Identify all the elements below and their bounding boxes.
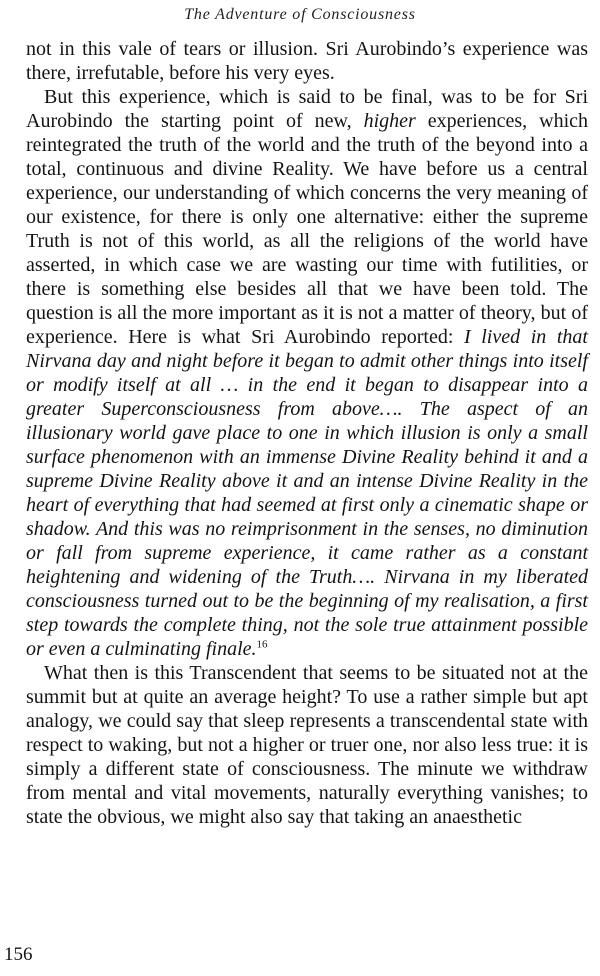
paragraph-text-c: experiences, which reintegrated the truth of the world and the truth of the beyond into a total, continuous and divine Reality. We have before us a central experience, our understanding of which concerns the very meaning of our existence, for there is only one alternative: either the supreme Truth is not of this world, as all the religions of the world have asserted, in which case we are wasting our time with futilities, or there is something else besides all that we have been told. The question is all the more important as it is not a matter of theory, but of experience. Here is what Sri Aurobindo reported:: [26, 110, 588, 348]
paragraph-transcendent: What then is this Transcendent that seems to be situated not at the summit but at quite an average height? To use a rather simple but apt analogy, we could say that sleep represents a transcendental state with respect to waking, but not a higher or truer one, nor also less true: it is simply a different state of consciousness. The minute we withdraw from mental and vital movements, naturally everything vanishes; to state the obvious, we might also say that taking an anaesthetic: [26, 662, 588, 828]
paragraph-continued: not in this vale of tears or illusion. Sri Aurobindo’s experience was there, irrefutable, before his very eyes.: [26, 38, 588, 84]
page-number: 156: [4, 944, 33, 965]
running-title: The Adventure of Consciousness: [184, 6, 416, 23]
quotation: I lived in that Nirvana day and night before it began to admit other things into itself or modify itself at all … in the end it began to disappear into a greater Superconsciousness from above…. The aspect of an illusionary world gave place to one in which illusion is only a small surface phenomenon with an immense Divine Reality behind it and a supreme Divine Reality above it and an intense Divine Reality in the heart of everything that had seemed at first only a cinematic shape or shadow. And this was no reimprisonment in the senses, no diminution or fall from supreme experience, it came rather as a constant heightening and widening of the Truth…. Nirvana in my liberated consciousness turned out to be the beginning of my realisation, a first step towards the complete thing, not the sole true attainment possible or even a culminating finale.: [26, 326, 588, 660]
paragraph-aurobindo-experience: [26, 85, 588, 661]
footnote-reference: 16: [256, 638, 268, 651]
italic-word-higher: higher: [363, 110, 416, 132]
paragraph-text-a: But this experience, which is said to be final, was to be for Sri Aurobindo the starting point of new,: [26, 86, 588, 132]
body-text: [26, 37, 588, 829]
